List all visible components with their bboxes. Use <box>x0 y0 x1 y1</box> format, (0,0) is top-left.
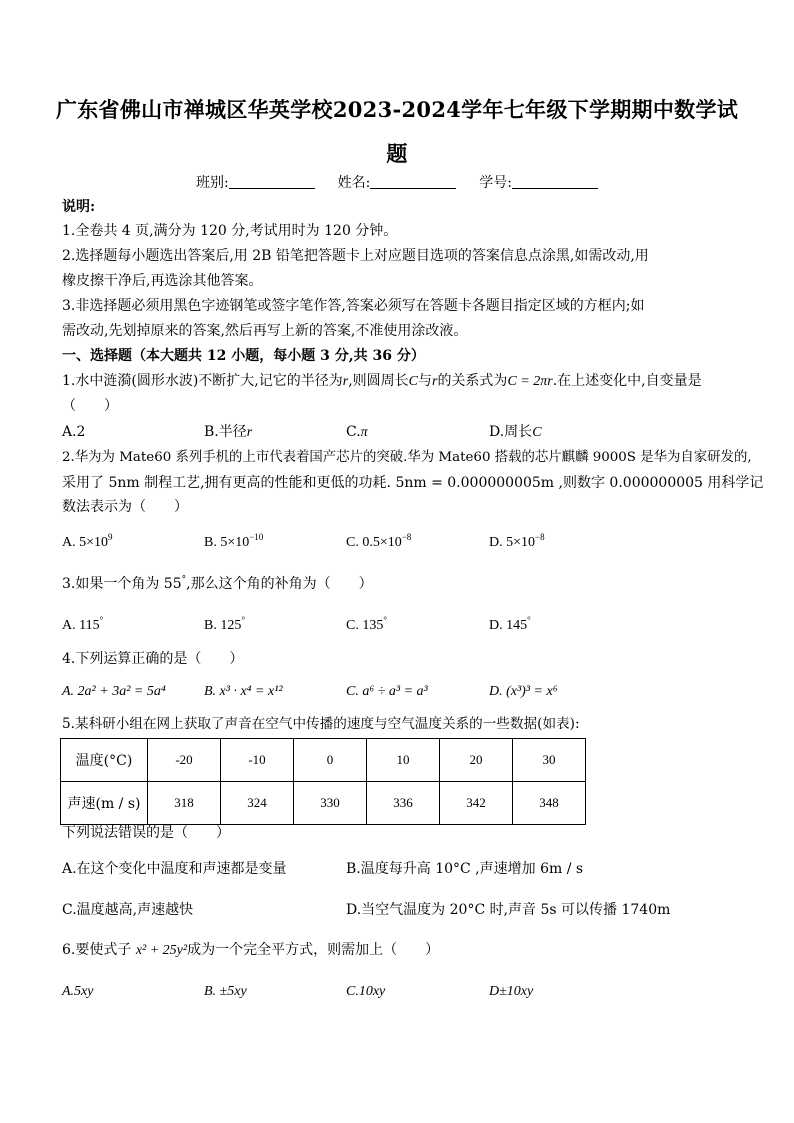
q5-option-b: B.温度每升高 10°C ,声速增加 6m / s <box>346 861 584 877</box>
q2-line-2: 采用了 5nm 制程工艺,拥有更高的性能和更低的功耗. 5nm = 0.000000005m ,则数字 0.000000005 用科学记 <box>62 475 764 491</box>
q3-option-d: D. 145° <box>489 615 531 633</box>
q4-option-c: C. a⁶ ÷ a³ = a³ <box>346 684 428 699</box>
q3-option-a: A. 115° <box>62 615 104 633</box>
name-blank <box>370 174 456 189</box>
table-cell: -20 <box>148 739 221 782</box>
class-label: 班别: <box>196 175 229 191</box>
table-cell: 336 <box>367 782 440 825</box>
q1-text: 的关系式为 <box>437 373 508 389</box>
question-4: 4.下列运算正确的是（ ） <box>62 651 244 667</box>
table-cell: 318 <box>148 782 221 825</box>
class-blank <box>229 174 315 189</box>
q1-option-a: A.2 <box>62 424 86 440</box>
id-blank <box>512 174 598 189</box>
table-header-sound-speed: 声速(m / s) <box>61 782 148 825</box>
q1-option-b: B.半径r <box>204 424 253 440</box>
instruction-3: 3.非选择题必须用黑色字迹钢笔或签字笔作答,答案必须写在答题卡各题目指定区域的方框内;如 <box>62 298 645 314</box>
data-table <box>60 738 586 825</box>
q5-option-a: A.在这个变化中温度和声速都是变量 <box>62 861 287 877</box>
q2-line-3: 数法表示为（ ） <box>62 499 188 515</box>
table-cell: 330 <box>294 782 367 825</box>
question-1 <box>62 370 702 393</box>
table-cell: 20 <box>440 739 513 782</box>
table-row <box>61 739 586 782</box>
q1-option-d: D.周长C <box>489 424 542 440</box>
instruction-3-cont: 需改动,先划掉原来的答案,然后再写上新的答案,不准使用涂改液。 <box>62 323 468 339</box>
instruction-2: 2.选择题每小题选出答案后,用 2B 铅笔把答题卡上对应题目选项的答案信息点涂黑,如需改动,用 <box>62 248 649 264</box>
q1-var-c: C <box>408 374 418 389</box>
question-5: 5.某科研小组在网上获取了声音在空气中传播的速度与空气温度关系的一些数据(如表): <box>62 716 580 732</box>
title-line-1: 广东省佛山市禅城区华英学校2023-2024学年七年级下学期期中数学试 <box>55 97 739 122</box>
q6-option-c: C.10xy <box>346 984 386 999</box>
section-1-heading: 一、选择题（本大题共 12 小题，每小题 3 分,共 36 分） <box>62 348 425 364</box>
table-cell: 342 <box>440 782 513 825</box>
q5-question: 下列说法错误的是（ ） <box>62 825 230 841</box>
q3-option-b: B. 125° <box>204 615 245 633</box>
table-row <box>61 782 586 825</box>
title-line-2: 题 <box>386 141 408 166</box>
student-info-row <box>196 172 598 194</box>
q1-text: 与 <box>417 373 432 389</box>
q3-option-c: C. 135° <box>346 615 387 633</box>
q1-text: ,则圆周长 <box>348 373 409 389</box>
q1-text: .在上述变化中,自变量是 <box>552 373 702 389</box>
question-3: 3.如果一个角为 55°,那么这个角的补角为（ ） <box>62 575 373 592</box>
q1-formula: C = 2πr <box>507 374 553 389</box>
q4-option-a: A. 2a² + 3a² = 5a⁴ <box>62 684 166 699</box>
q2-line-1: 2.华为为 Mate60 系列手机的上市代表着国产芯片的突破.华为 Mate60 搭载的芯片麒麟 9000S 是华为自家研发的, <box>62 450 752 465</box>
q1-option-c: C.π <box>346 424 368 440</box>
instructions-heading: 说明: <box>62 199 96 215</box>
q4-option-d: D. (x³)³ = x⁶ <box>489 684 558 699</box>
q1-var-r: r <box>431 374 438 389</box>
exam-title <box>20 88 774 176</box>
name-label: 姓名: <box>337 175 371 191</box>
table-cell: 0 <box>294 739 367 782</box>
table-cell: -10 <box>221 739 294 782</box>
q1-text: 1.水中涟漪(圆形水波)不断扩大,记它的半径为 <box>62 373 343 389</box>
table-cell: 10 <box>367 739 440 782</box>
q2-option-b: B. $5\times 10^{-10}$ <box>204 532 264 550</box>
table-cell: 348 <box>513 782 586 825</box>
q6-option-a: A.5xy <box>62 984 94 999</box>
q2-option-d: D. $5\times 10^{-8}$ <box>489 532 545 550</box>
table-cell: 324 <box>221 782 294 825</box>
q1-paren: （ ） <box>62 398 118 414</box>
q6-option-d: D±10xy <box>489 984 534 999</box>
instruction-2-cont: 橡皮擦干净后,再选涂其他答案。 <box>62 273 263 289</box>
table-cell: 30 <box>513 739 586 782</box>
question-6: 6.要使式子 x² + 25y²成为一个完全平方式，则需加上（ ） <box>62 942 440 958</box>
q4-option-b: B. x³ · x⁴ = x¹² <box>204 684 283 699</box>
q2-option-a: A. $5\times 10^9$ <box>62 532 113 550</box>
q1-var-r: r <box>342 374 349 389</box>
q5-option-c: C.温度越高,声速越快 <box>62 902 194 918</box>
q6-option-b: B. ±5xy <box>204 984 247 999</box>
id-label: 学号: <box>479 175 512 191</box>
q5-option-d: D.当空气温度为 20°C 时,声音 5s 可以传播 1740m <box>346 902 671 918</box>
q2-option-c: C. $0.5\times 10^{-8}$ <box>346 532 412 550</box>
table-header-temperature: 温度(°C) <box>61 739 148 782</box>
instruction-1: 1.全卷共 4 页,满分为 120 分,考试用时为 120 分钟。 <box>62 223 398 239</box>
